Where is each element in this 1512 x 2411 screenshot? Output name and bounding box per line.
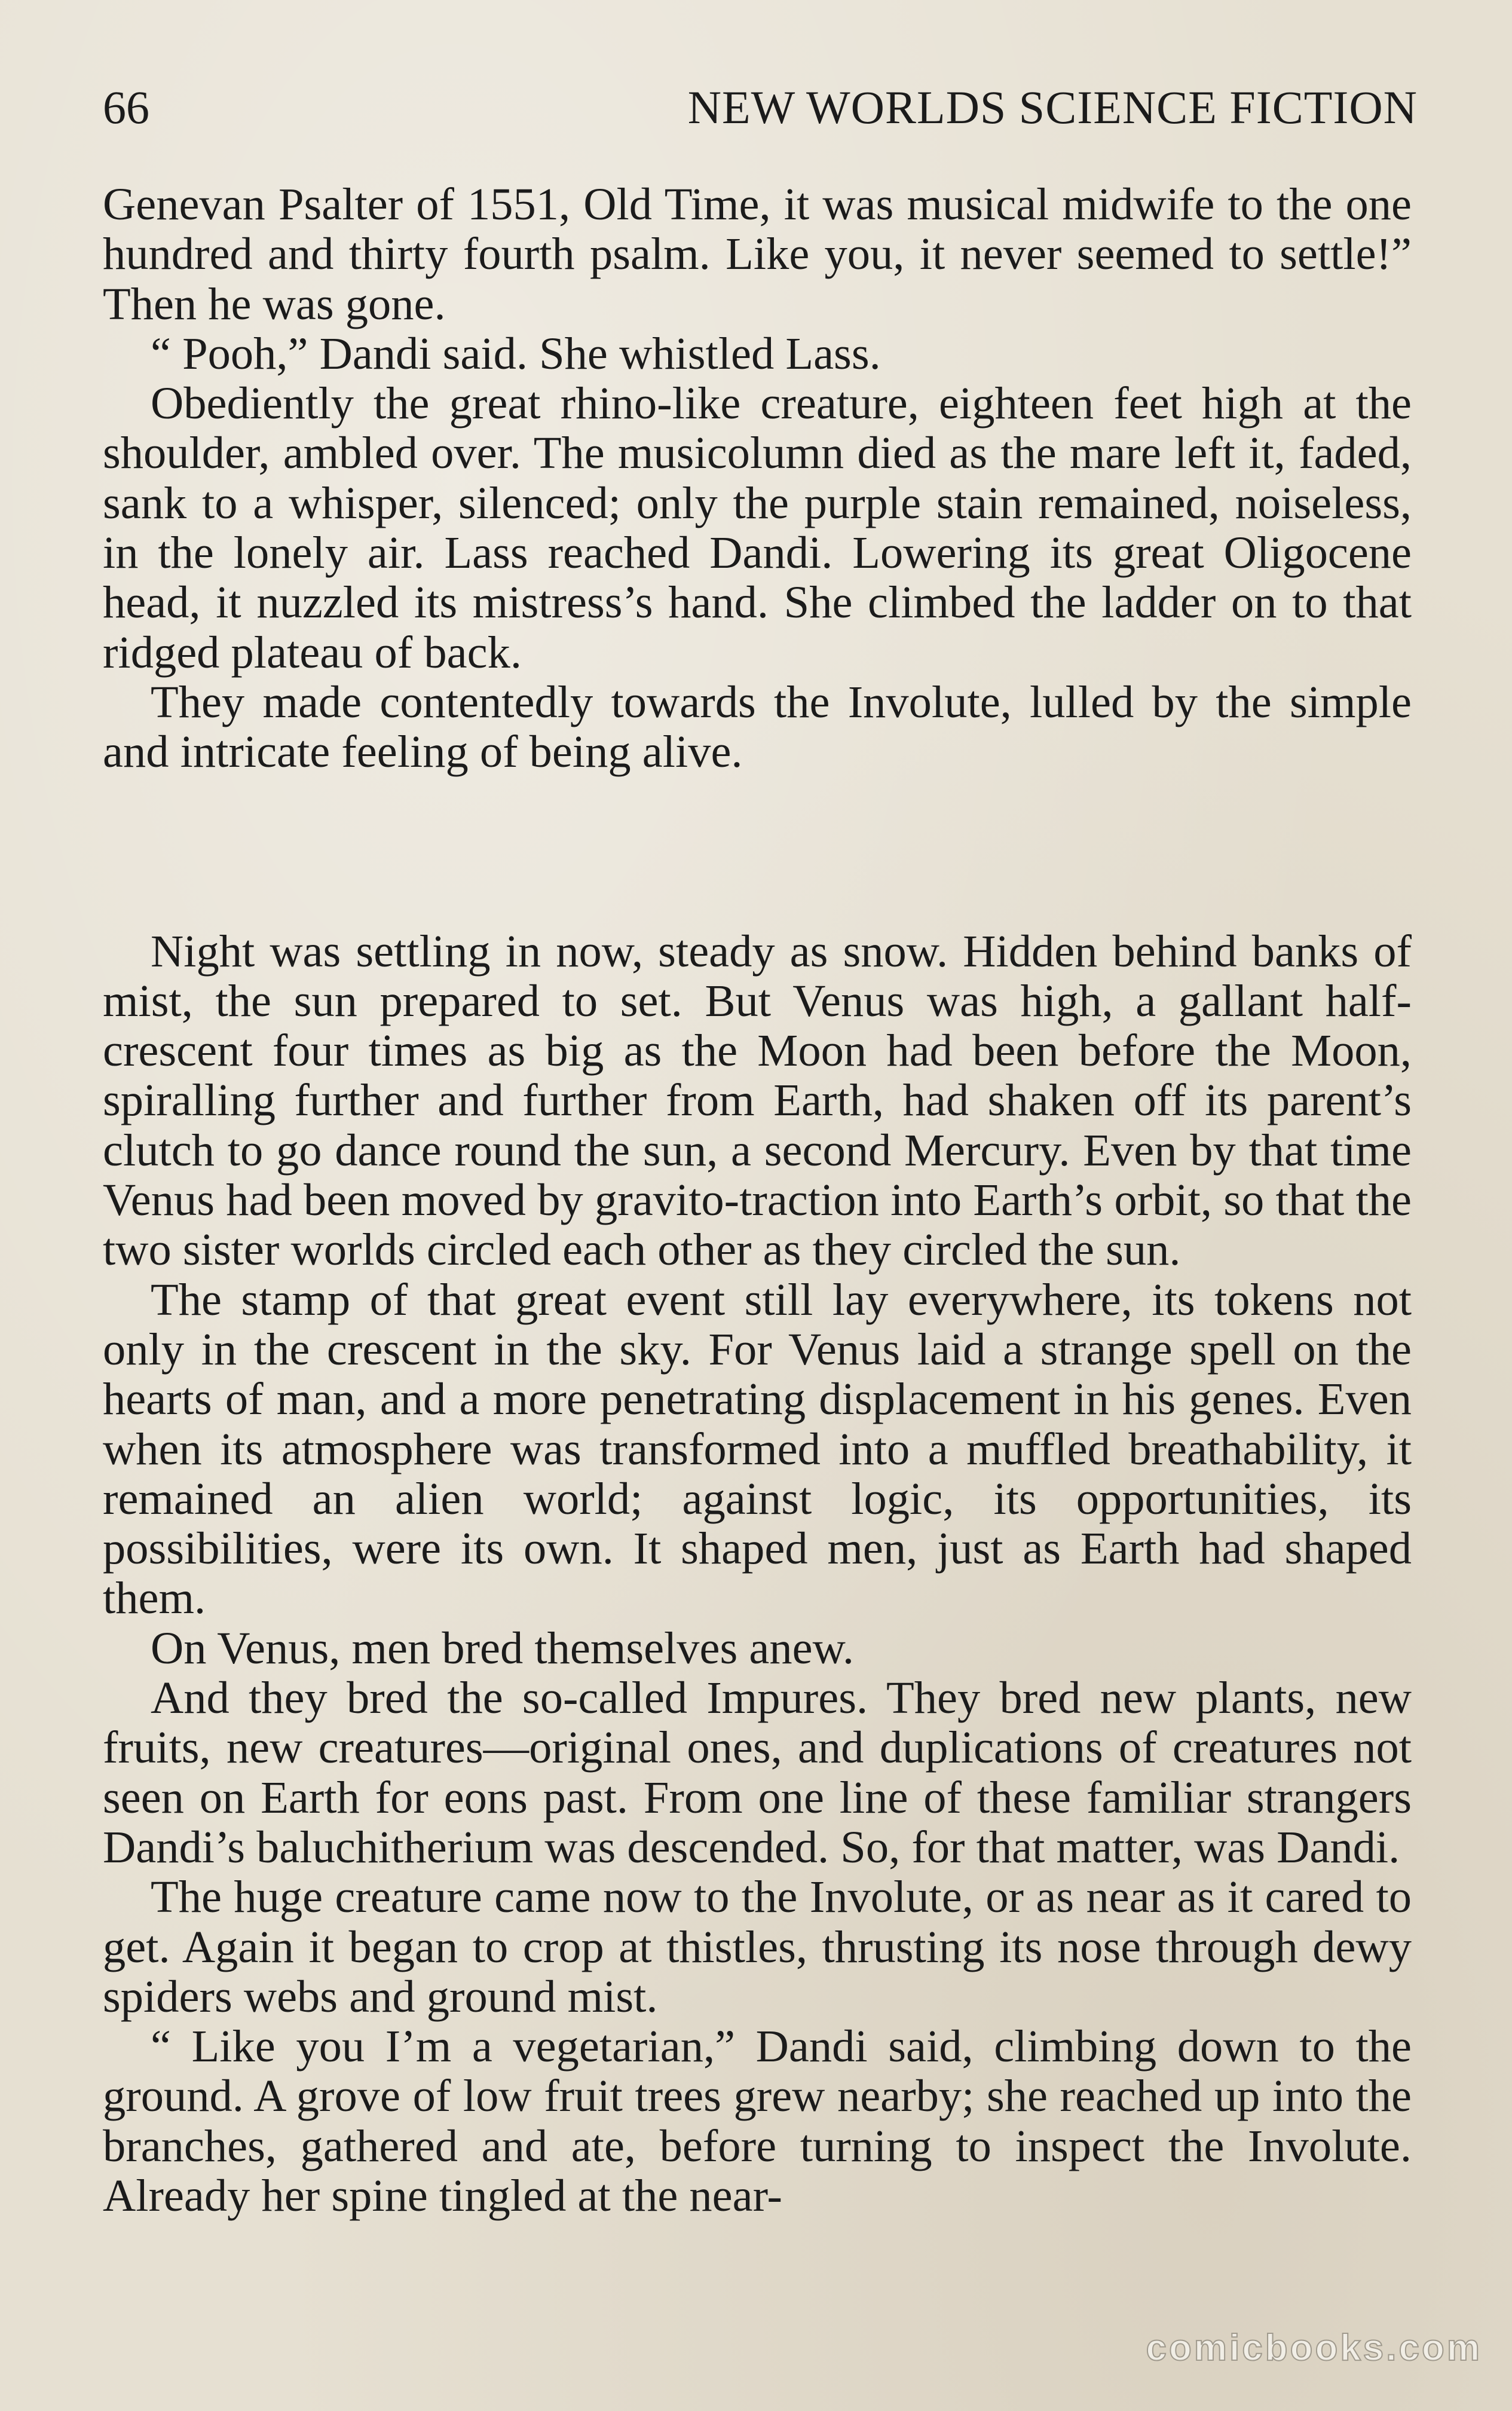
- paragraph: “ Pooh,” Dandi said. She whistled Lass.: [151, 328, 881, 379]
- body-text: [103, 179, 1412, 2220]
- paragraph: On Venus, men bred themselves anew.: [151, 1622, 854, 1673]
- page-header: [103, 78, 1418, 137]
- watermark: comicbooks.com: [1146, 2327, 1482, 2369]
- paragraph: They made contentedly towards the Involute, lulled by the simple and intricate feeling of being alive.: [103, 676, 1412, 778]
- page-number: 66: [103, 81, 149, 133]
- paragraph: The stamp of that great event still lay everywhere, its tokens not only in the crescent in the sky. For Venus laid a strange spell on the hearts of man, and a more penetrating displacement in his genes. Even when its atmosphere was transformed into a muffled breathability, it remained an alien world; against logic, its opportunities, its possibilities, were its own. It shaped men, just as Earth had shaped them.: [103, 1274, 1412, 1624]
- section-break: [103, 777, 1412, 926]
- paragraph: The huge creature came now to the Involute, or as near as it cared to get. Again it began to crop at thistles, thrusting its nose through dewy spiders webs and ground mist.: [103, 1871, 1412, 2022]
- paragraph: And they bred the so-called Impures. They bred new plants, new fruits, new creatures—original ones, and duplications of creatures not seen on Earth for eons past. From one line of these familiar strangers Dandi’s baluchitherium was descended. So, for that matter, was Dandi.: [103, 1672, 1412, 1872]
- paragraph: Genevan Psalter of 1551, Old Time, it was musical midwife to the one hundred and thirty fourth psalm. Like you, it never seemed to settle!” Then he was gone.: [103, 179, 1412, 329]
- paragraph: Obediently the great rhino-like creature, eighteen feet high at the shoulder, ambled over. The musicolumn died as the mare left it, faded, sank to a whisper, silenced; only the purple stain remained, noiseless, in the lonely air. Lass reached Dandi. Lowering its great Oligocene head, it nuzzled its mistress’s hand. She climbed the ladder on to that ridged plateau of back.: [103, 378, 1412, 678]
- paragraph: “ Like you I’m a vegetarian,” Dandi said, climbing down to the ground. A grove of low fruit trees grew nearby; she reached up into the branches, gathered and ate, before turning to inspect the Involute. Already her spine tingled at the near-: [103, 2021, 1412, 2221]
- paragraph: Night was settling in now, steady as snow. Hidden behind banks of mist, the sun prepared to set. But Venus was high, a gallant half-crescent four times as big as the Moon had been before the Moon, spiralling further and further from Earth, had shaken off its parent’s clutch to go dance round the sun, a second Mercury. Even by that time Venus had been moved by gravito-traction into Earth’s orbit, so that the two sister worlds circled each other as they circled the sun.: [103, 925, 1412, 1275]
- running-head: NEW WORLDS SCIENCE FICTION: [687, 81, 1418, 133]
